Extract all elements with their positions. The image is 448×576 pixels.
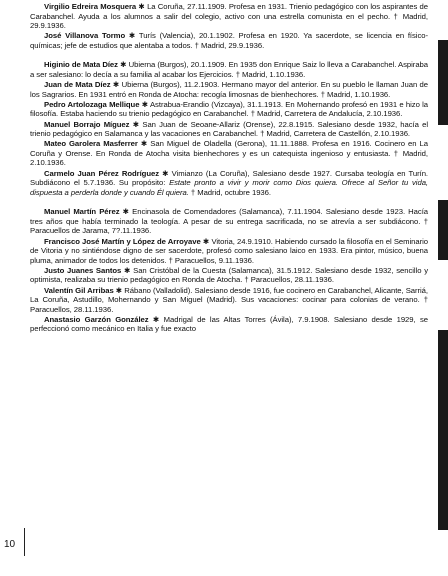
biography-text: ✱ Ubierna (Burgos), 11.2.1903. Hermano mayor del anterior. En su pueblo le llaman Juan de los Sagrarios. En 1931 entró en Ronda de Atocha: recogía limosnas de bienhechores. † Madrid, 1.10.1936. [30, 80, 429, 99]
biography-entry [30, 2, 428, 31]
biography-entry [30, 60, 428, 79]
person-name: Anastasio Garzón González [44, 314, 149, 324]
biography-text: ✱ Madrigal de las Altas Torres (Ávila), 7.9.1908. Salesiano desde 1929, se perfeccionó como mecánico en Italia y fue exacto [30, 314, 428, 334]
biography-entry [30, 80, 428, 99]
person-name: Manuel Borrajo Míguez [44, 119, 130, 129]
biography-entry [30, 120, 428, 139]
biography-text: ✱ Rábano (Valladolid). Salesiano desde 1916, fue cocinero en Carabanchel, Alicante, Sarriá, La Coruña, Astudillo, Mohernando y San Miguel (Madrid). Sus vacaciones: cocinar para colonias de verano. † Paracuellos, 28.11.1936. [30, 285, 428, 314]
biography-quote: Estate pronto a vivir y morir como Dios quiera. Ofrece al Señor tu vida, dispuesta a perderla donde y cuando Él quiera. [30, 178, 429, 197]
document-page [30, 2, 428, 334]
person-name: Higinio de Mata Díez [44, 60, 118, 70]
biography-text: ✱ La Coruña, 27.11.1909. Profesa en 1931. Trienio pedagógico con los aspirantes de Carabanchel. Ayuda a los alumnos a salir del colegio, activo con una estrella comunista en el pecho. † Madrid, 29.9.1936. [30, 2, 428, 31]
person-name: Francisco José Martín y López de Arroyave [44, 236, 201, 246]
biography-entry [30, 315, 428, 334]
scan-edge-shadow-bottom [438, 330, 448, 530]
person-name: Carmelo Juan Pérez Rodríguez [44, 168, 159, 178]
biography-text: ✱ Astrabua-Erandio (Vizcaya), 31.1.1913. En Mohernando profesó en 1931 e hizo la filosofía. Estaba haciendo su trienio pedagógico en Carabanchel. † Madrid, Carretera de Andalucía, 2.10.1936. [30, 99, 428, 119]
person-name: Manuel Martín Pérez [44, 207, 120, 217]
scan-edge [434, 0, 448, 576]
biography-entry [30, 100, 428, 119]
biography-entry [30, 31, 428, 50]
biography-text-tail: † Madrid, octubre 1936. [188, 187, 271, 197]
entry-group-3 [30, 207, 428, 334]
person-name: Mateo Garolera Masferrer [44, 139, 138, 149]
biography-text: ✱ Turís (Valencia), 20.1.1902. Profesa en 1920. Ya sacerdote, se licencia en físico-químicas; jefe de estudios que alentaba a todos. † Madrid, 29.9.1936. [30, 31, 428, 50]
page-number-divider [24, 528, 25, 556]
person-name: José Villanova Tormo [44, 31, 126, 41]
entry-group-1 [30, 2, 428, 50]
biography-entry [30, 237, 428, 266]
person-name: Justo Juanes Santos [44, 265, 122, 275]
biography-text: ✱ San Juan de Seoane-Allariz (Orense), 22.8.1915. Salesiano desde 1932, hacía el trienio pedagógico en Salamanca y las vacaciones en Carabanchel. † Madrid, Carretera de Castellón, 2.10.1936. [30, 119, 428, 139]
biography-text: ✱ Vitoria, 24.9.1910. Habiendo cursado la filosofía en el Seminario de Vitoria y no sintiéndose digno de ser sacerdote, profesó como salesiano laico en 1933. Era pintor, músico, buena pluma, animador de todos los detenidos. † Paracuellos, 9.11.1936. [30, 236, 428, 265]
page-number: 10 [4, 539, 16, 550]
biography-entry [30, 169, 428, 198]
biography-entry [30, 286, 428, 315]
entry-group-2 [30, 60, 428, 197]
person-name: Virgilio Edreira Mosquera [44, 2, 137, 11]
person-name: Valentín Gil Arribas [44, 285, 114, 295]
person-name: Pedro Artolozaga Mellique [44, 99, 140, 109]
biography-text: ✱ San Cristóbal de la Cuesta (Salamanca), 31.5.1912. Salesiano desde 1932, sencillo y optimista, realizaba su trienio pedagógico en Ronda de Atocha. † Paracuellos, 28.11.1936. [30, 265, 428, 285]
biography-text: ✱ Vimianzo (La Coruña), Salesiano desde 1927. Cursaba teología en Turín. Subdiácono el 5.7.1936. Su propósito: [30, 168, 429, 188]
person-name: Juan de Mata Díez [44, 80, 111, 90]
biography-text: ✱ Ubierna (Burgos), 20.1.1909. En 1935 don Enrique Saiz lo lleva a Carabanchel. Aspiraba a ser salesiano: lo decía a su familia al acabar los Ejercicios. † Madrid, 1.10.1936. [30, 60, 428, 80]
biography-entry [30, 266, 428, 285]
scan-edge-shadow-top [438, 40, 448, 125]
biography-text: ✱ Encinasola de Comendadores (Salamanca), 7.11.1904. Salesiano desde 1923. Hacía tres años que había terminado la teología. A pesar de su entrega sacrificada, no se atrevía a ser subdiácono. † Paracuellos de Jarama, 7?.11.1936. [30, 207, 429, 236]
biography-entry [30, 207, 428, 236]
biography-entry [30, 139, 428, 168]
scan-edge-shadow-middle [438, 200, 448, 260]
biography-text: ✱ San Miguel de Oladella (Gerona), 11.11.1888. Profesa en 1916. Cocinero en La Coruña y Orense. En Ronda de Atocha visita bienhechores y es un catequista ingenioso y entusiasta. † Madrid, 2.10.1936. [30, 139, 428, 168]
